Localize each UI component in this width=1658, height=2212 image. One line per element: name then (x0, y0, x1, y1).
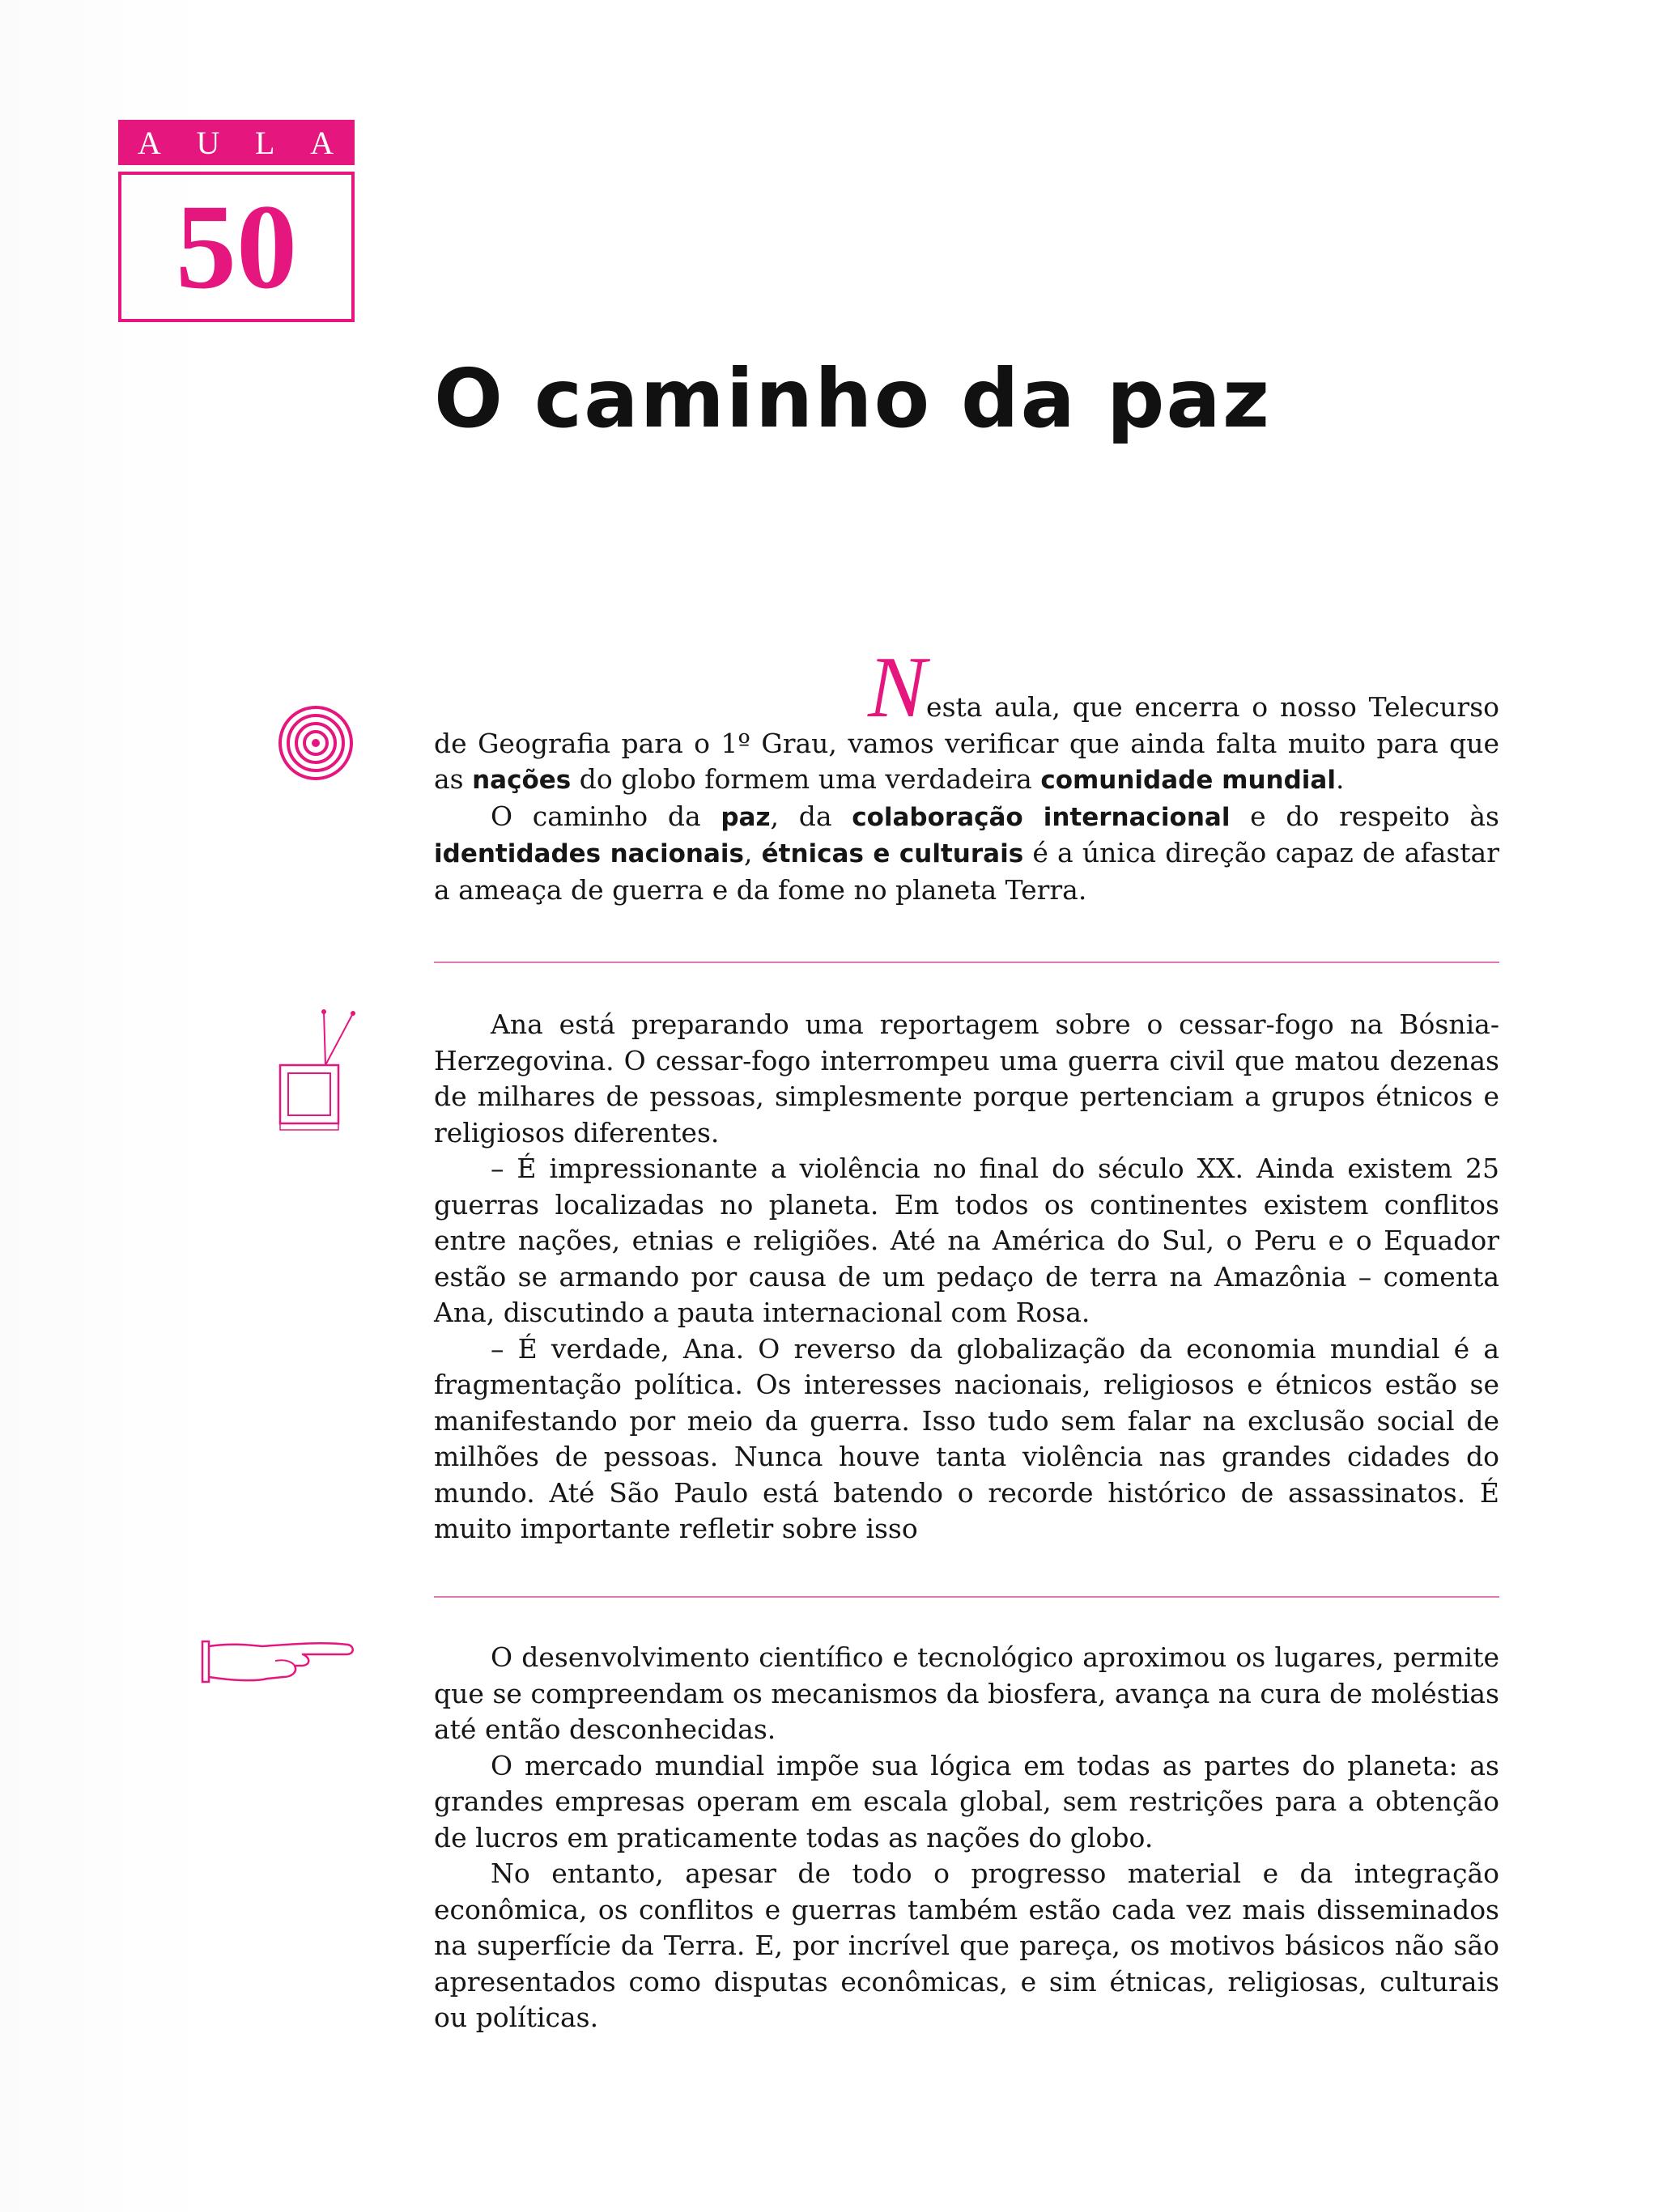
intro-paragraph (434, 799, 1499, 909)
page-title: O caminho da paz (434, 351, 1272, 446)
intro-paragraph (434, 639, 1499, 799)
lesson-label (118, 120, 355, 165)
keyword: colaboração internacional (852, 802, 1231, 832)
keyword: étnicas e culturais (761, 839, 1024, 868)
story-paragraph: – É verdade, Ana. O reverso da globalização da economia mundial é a fragmentação política. Os interesses nacionais, religiosos e étnicos estão se manifestando por meio da guerra. Isso tudo sem falar na exclusão social de milhões de pessoas. Nunca houve tanta violência nas grandes cidades do mundo. Até São Paulo está batendo o recorde histórico de assassinatos. É muito importante refletir sobre isso (434, 1332, 1499, 1544)
pointing-hand-icon (198, 1637, 358, 1690)
story-section (434, 1007, 1499, 1548)
keyword: identidades nacionais (434, 839, 744, 868)
main-section (434, 1640, 1499, 2036)
intro-text: é a única direção capaz de afastar a ameaça de guerra e da fome no planeta Terra. (434, 837, 1500, 906)
keyword: nações (472, 766, 572, 795)
intro-text: , (743, 837, 762, 868)
main-paragraph: O desenvolvimento científico e tecnológico aproximou os lugares, permite que se compreendam os mecanismos da biosfera, avança na cura de moléstias até então desconhecidas. (434, 1641, 1499, 1745)
page-margin-shade (0, 0, 210, 2212)
lesson-number: 50 (118, 172, 355, 322)
main-paragraph: No entanto, apesar de todo o progresso material e da integração econômica, os conflitos e guerras também estão cada vez mais disseminados na superfície da Terra. E, por incrível que pareça, os motivos básicos não são apresentados como disputas econômicas, e sim étnicas, religiosas, culturais ou políticas. (434, 1857, 1499, 2033)
intro-section (434, 639, 1500, 908)
story-paragraph: – É impressionante a violência no final do século XX. Ainda existem 25 guerras localizadas no planeta. Em todos os continentes existem conflitos entre nações, etnias e religiões. Até na América do Sul, o Peru e o Equador estão se armando por causa de um pedaço de terra na Amazônia – comenta Ana, discutindo a pauta internacional com Rosa. (434, 1153, 1499, 1328)
lesson-label-letter: U (196, 124, 222, 161)
lesson-label-letter: A (310, 124, 335, 161)
target-icon (277, 704, 355, 782)
intro-text: esta aula, que encerra o nosso Telecurso de Geografia para o 1º Grau, vamos verificar que ainda falta muito para que as (434, 691, 1499, 795)
keyword: comunidade mundial (1040, 766, 1336, 795)
keyword: paz (721, 802, 771, 832)
intro-text: e do respeito às (1230, 800, 1499, 832)
story-paragraph: Ana está preparando uma reportagem sobre o cessar-fogo na Bósnia-Herzegovina. O cessar-fogo interrompeu uma guerra civil que matou dezenas de milhares de pessoas, simplesmente porque pertenciam a grupos étnicos e religiosos diferentes. (434, 1008, 1499, 1148)
intro-text: . (1335, 763, 1345, 795)
lesson-label-letter: A (138, 124, 163, 161)
section-divider (434, 962, 1499, 963)
main-paragraph: O mercado mundial impõe sua lógica em todas as partes do planeta: as grandes empresas operam em escala global, sem restrições para a obtenção de lucros em praticamente todas as nações do globo. (434, 1749, 1499, 1853)
intro-text: , da (770, 800, 852, 832)
intro-text: do globo formem uma verdadeira (571, 763, 1041, 795)
section-divider (434, 1596, 1499, 1598)
lesson-label-letter: L (255, 124, 277, 161)
intro-text: O caminho da (491, 800, 721, 832)
television-icon (275, 1008, 359, 1135)
drop-cap: N (868, 639, 927, 736)
